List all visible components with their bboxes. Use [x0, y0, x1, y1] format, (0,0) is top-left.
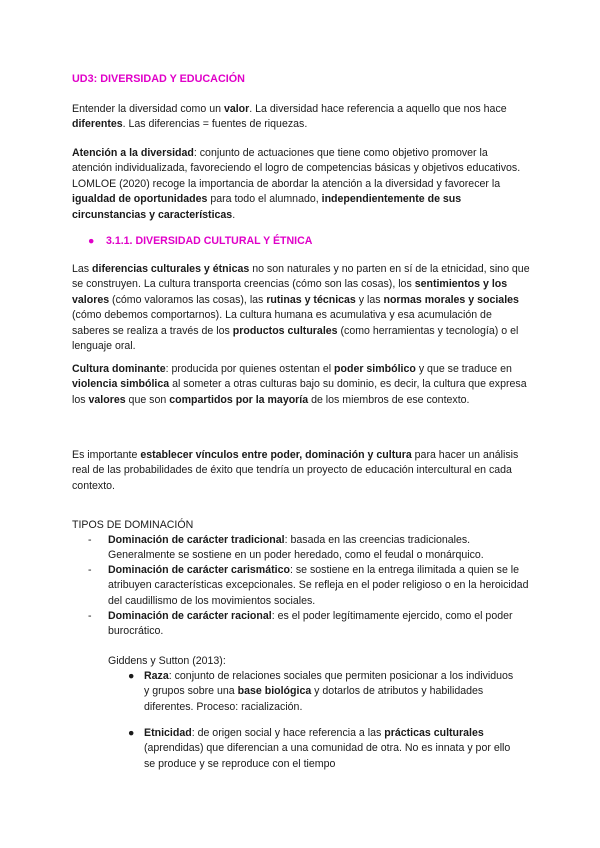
paragraph-atencion: Atención a la diversidad: conjunto de actuaciones que tiene como objetivo promover la atención individualizada, favoreciendo el logro de competencias básicas y objetivos educativos. LOMLOE (2020) recoge la importancia de abordar la atención a la diversidad y favorecer la igualdad de oportunidades para todo el alumnado, independientemente de sus circunstancias y características.	[72, 147, 521, 221]
bullet-icon: ●	[88, 235, 95, 247]
dash-marker: -	[88, 564, 92, 576]
tipos-dominacion-heading: TIPOS DE DOMINACIÓN	[72, 519, 194, 531]
paragraph-diferencias-culturales: Las diferencias culturales y étnicas no son naturales y no parten en sí de la etnicidad, sino que se construyen. La cultura transporta creencias (cómo son las cosas), los sentimientos y los valores (cómo valoramos las cosas), las rutinas y técnicas y las normas morales y sociales (cómo debemos comportarnos). La cultura humana es acumulativa y esa acumulación de saberes se realiza a través de los productos culturales (como herramientas y tecnología) o el lenguaje oral.	[72, 263, 530, 353]
bullet-icon: ●	[128, 670, 135, 682]
section-heading-diversidad-cultural: ● 3.1.1. DIVERSIDAD CULTURAL Y ÉTNICA	[88, 234, 546, 249]
paragraph-diversidad: Entender la diversidad como un valor. La diversidad hace referencia a aquello que nos hace diferentes. Las diferencias = fuentes de riquezas.	[72, 103, 507, 131]
giddens-heading: Giddens y Sutton (2013):	[108, 655, 226, 667]
document-title: UD3: DIVERSIDAD Y EDUCACIÓN	[72, 73, 245, 85]
list-item-dominacion-tradicional: - Dominación de carácter tradicional: basada en las creencias tradicionales. Generalmente se sostiene en un poder heredado, como el feudal o monárquico.	[88, 534, 484, 562]
dash-marker: -	[88, 610, 92, 622]
paragraph-vinculos: Es importante establecer vínculos entre poder, dominación y cultura para hacer un análisis real de las probabilidades de éxito que tendría un proyecto de educación intercultural en cada contexto.	[72, 449, 519, 492]
list-item-etnicidad: ● Etnicidad: de origen social y hace referencia a las prácticas culturales (aprendidas) que diferencian a una comunidad de otra. No es innata y por ello se produce y se reproduce con el tiempo	[128, 727, 511, 770]
list-item-dominacion-racional: - Dominación de carácter racional: es el poder legítimamente ejercido, como el poder burocrático.	[88, 610, 513, 638]
dash-marker: -	[88, 534, 92, 546]
bullet-icon: ●	[128, 727, 135, 739]
list-item-raza: ● Raza: conjunto de relaciones sociales que permiten posicionar a los individuos y grupos sobre una base biológica y dotarlos de atributos y habilidades diferentes. Proceso: racialización.	[128, 670, 514, 713]
paragraph-cultura-dominante: Cultura dominante: producida por quienes ostentan el poder simbólico y que se traduce en violencia simbólica al someter a otras culturas bajo su dominio, es decir, la cultura que expresa los valores que son compartidos por la mayoría de los miembros de ese contexto.	[72, 363, 527, 406]
list-item-dominacion-carismatica: - Dominación de carácter carismático: se sostiene en la entrega ilimitada a quien se le atribuyen características excepcionales. Se refleja en el poder religioso o en la heroicidad del caudillismo de los movimientos sociales.	[88, 564, 529, 607]
